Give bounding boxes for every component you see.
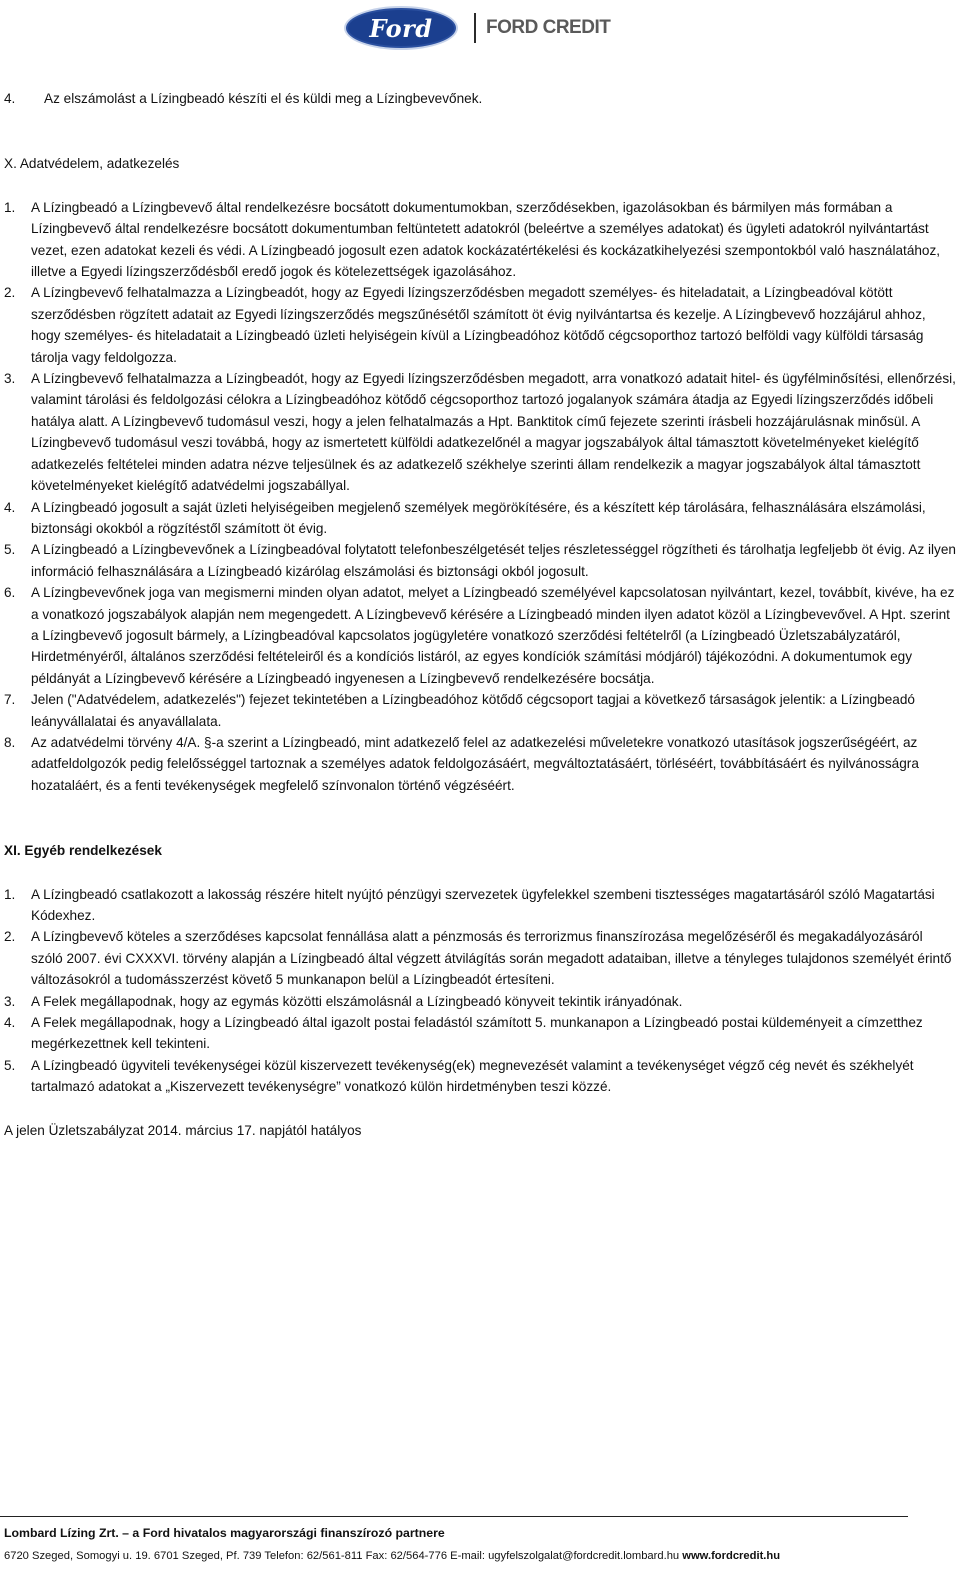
list-item xyxy=(0,197,956,283)
list-item-text: A Lízingbevevő felhatalmazza a Lízingbeadót, hogy az Egyedi lízingszerződésben megadott, arra vonatkozó adatait hitel- és ügyfélminősítési, ellenőrzési, valamint tárolási és feldolgozási célokra a Lízingbeadóhoz kötődő cégcsoporthoz tartozó jogalanyok számára átadja az Egyedi lízingszerződés időbeli hatálya alatt. A Lízingbevevő tudomásul veszi, hogy a jelen felhatalmazás a Hpt. Banktitok című fejezete szerinti írásbeli hozzájárulásnak minősül. A Lízingbevevő tudomásul veszi továbbá, hogy az ismertetett külföldi adatkezelőnél a magyar jogszabályok által támasztott követelményeket kielégítő adatkezelés feltételei minden adatra nézve teljesülnek és az adatkezelő székhelye szerinti állam rendelkezik a magyar jogszabályok által támasztott követelményeket kielégítő adatvédelmi jogszabállyal. xyxy=(31,371,956,494)
list-item xyxy=(0,582,956,689)
intro-item-number: 4. xyxy=(4,91,16,106)
document-body xyxy=(0,88,956,1141)
list-item xyxy=(0,991,956,1012)
ford-credit-logo xyxy=(344,6,610,50)
ford-oval-logo xyxy=(344,6,458,50)
list-item-number: 2. xyxy=(4,285,16,301)
intro-item xyxy=(0,88,956,109)
logo-divider xyxy=(474,13,476,43)
intro-item-text: Az elszámolást a Lízingbeadó készíti el és küldi meg a Lízingbevevőnek. xyxy=(44,91,483,106)
list-item xyxy=(0,1012,956,1055)
ford-logo-text: Ford xyxy=(369,13,433,43)
list-item-text: Jelen ("Adatvédelem, adatkezelés") fejezet tekintetében a Lízingbeadóhoz kötődő cégcsoport tagjai a következő társaságok jelentik: a Lízingbeadó leányvállalatai és anyavállalata. xyxy=(31,692,915,729)
list-item-number: 5. xyxy=(4,1057,16,1073)
closing-statement: A jelen Üzletszabályzat 2014. március 17. napjától hatályos xyxy=(4,1122,362,1138)
list-item-text: A Lízingbevevő köteles a szerződéses kapcsolat fennállása alatt a pénzmosás és terrorizmus finanszírozása megelőzéséről és megakadályozásáról szóló 2007. évi CXXXVI. törvény alapján a Lízingbeadó által végzett átvilágítás során megadott adataiban, illetve a tényleges tulajdonos személyét érintő változásokról a tudomásszerzést követő 5 munkanapon belül a Lízingbeadót értesíteni. xyxy=(31,929,952,988)
list-item xyxy=(0,368,956,496)
list-item xyxy=(0,732,956,796)
list-item xyxy=(0,497,956,540)
list-item-text: A Lízingbevevő felhatalmazza a Lízingbeadót, hogy az Egyedi lízingszerződésben megadott személyes- és hiteladatait, a Lízingbeadóval kötött szerződésben rögzített adatait az Egyedi lízingszerződés megszűnésétől számított öt évig nyilvántartsa és kezelje. A Lízingbevevő hozzájárul ahhoz, hogy személyes- és hiteladatait a Lízingbeadó üzleti helyiségein kívül a Lízingbeadóhoz kötődő cégcsoporthoz tartozó belföldi vagy külföldi társaság tárolja vagy feldolgozza. xyxy=(31,285,926,365)
list-item-number: 8. xyxy=(4,734,16,750)
section-x-list xyxy=(0,197,956,796)
list-item-number: 7. xyxy=(4,692,16,708)
list-item-text: Az adatvédelmi törvény 4/A. §-a szerint a Lízingbeadó, mint adatkezelő felel az adatkezelési műveletekre vonatkozó utasítások jogszerűségéért, az adatfeldolgozók pedig felelősséggel tartoznak a személyes adatok feldolgozásáért, megváltoztatásáért, törléséért, továbbításáért és nyilvánosságra hozataláért, és a fenti tevékenységek megfelelő színvonalon történő végzéséért. xyxy=(31,734,919,793)
list-item-number: 3. xyxy=(4,993,16,1009)
list-item-number: 4. xyxy=(4,499,16,515)
list-item-number: 2. xyxy=(4,929,16,945)
footer-divider xyxy=(0,1516,908,1517)
list-item-number: 1. xyxy=(4,886,16,902)
list-item xyxy=(0,1055,956,1098)
section-xi-list xyxy=(0,884,956,1098)
list-item xyxy=(0,282,956,368)
list-item-text: A Lízingbeadó jogosult a saját üzleti helyiségeiben megjelenő személyek megörökítésére, és a készített kép tárolására, felhasználására elszámolási, biztonsági okokból a rögzítéstől számított öt évig. xyxy=(31,499,926,536)
section-xi-title: XI. Egyéb rendelkezések xyxy=(4,843,162,859)
list-item-text: A Lízingbeadó ügyviteli tevékenységei közül kiszervezett tevékenység(ek) megnevezését valamint a tevékenységet végző cég nevét és székhelyét tartalmazó adatokat a „Kiszervezett tevékenységre” vonatkozó külön hirdetményben teszi közzé. xyxy=(31,1057,914,1095)
list-item-text: A Lízingbevevőnek joga van megismerni minden olyan adatot, melyet a Lízingbeadó személyével kapcsolatosan nyilvántart, kezel, továbbít, kivéve, ha ez a vonatkozó jogszabályok alapján nem megengedett. A Lízingbevevő kérésére a Lízingbeadó minden ilyen adatot közöl a Lízingbevevővel. A Hpt. szerint a Lízingbevevő jogosult bármely, a Lízingbeadóval kapcsolatos jogügyletére vonatkozó szerződési feltételről (a Lízingbeadó Üzletszabályzatáról, Hirdetményéről, általános szerződési feltételeiről és a kondíciós listáról, az egyes kondíciók számítási módjáról) tájékozódni. A dokumentumok egy példányát a Lízingbevevő kérésére a Lízingbeadó ingyenesen a Lízingbevevő rendelkezésére bocsátja. xyxy=(31,585,955,686)
section-x-title: X. Adatvédelem, adatkezelés xyxy=(4,156,180,172)
list-item-number: 5. xyxy=(4,542,16,558)
list-item-number: 6. xyxy=(4,585,16,601)
list-item-number: 3. xyxy=(4,371,16,387)
list-item-text: A Lízingbeadó a Lízingbevevőnek a Lízingbeadóval folytatott telefonbeszélgetését teljes részletességgel rögzítheti és tárolhatja legfeljebb öt évig. Az ilyen információ felhasználására a Lízingbeadó kizárólag elszámolási és biztonsági okból jogosult. xyxy=(31,542,956,579)
page-header xyxy=(0,0,960,60)
list-item xyxy=(0,539,956,582)
list-item xyxy=(0,926,956,990)
list-item-text: A Felek megállapodnak, hogy a Lízingbeadó által igazolt postai feladástól számított 5. munkanapon a Lízingbeadó postai küldeményeit a címzetthez megérkezettnek kell tekinteni. xyxy=(31,1015,923,1052)
list-item xyxy=(0,689,956,732)
list-item xyxy=(0,884,956,927)
list-item-text: A Lízingbeadó csatlakozott a lakosság részére hitelt nyújtó pénzügyi szervezetek ügyfelekkel szembeni tisztességes magatartásáról szóló Magatartási Kódexhez. xyxy=(31,886,935,923)
footer-website[interactable]: www.fordcredit.hu xyxy=(682,1550,781,1562)
ford-credit-wordmark: FORD CREDIT xyxy=(486,17,611,38)
list-item-text: A Lízingbeadó a Lízingbevevő által rendelkezésre bocsátott dokumentumokban, szerződésekben, igazolásokban és bármilyen más formában a Lízingbevevő által rendelkezésre bocsátott dokumentumban feltüntetett adatokról (beleértve a személyes adatokat) és ügyleti adatokról nyilvántartást vezet, ezen adatokat kezeli és védi. A Lízingbeadó jogosult ezen adatok kockázatértékelési és kockázatkihelyezési szempontokból való használatához, illetve a Egyedi lízingszerződésből eredő jogok és kötelezettségek igazolásához. xyxy=(31,199,941,280)
list-item-number: 1. xyxy=(4,199,16,215)
footer-contact xyxy=(4,1550,780,1562)
footer-company: Lombard Lízing Zrt. – a Ford hivatalos magyarországi finanszírozó partnere xyxy=(4,1526,445,1540)
list-item-number: 4. xyxy=(4,1015,16,1031)
list-item-text: A Felek megállapodnak, hogy az egymás közötti elszámolásnál a Lízingbeadó könyveit tekintik irányadónak. xyxy=(31,993,683,1009)
footer-address: 6720 Szeged, Somogyi u. 19. 6701 Szeged, Pf. 739 Telefon: 62/561-811 Fax: 62/564-776 E-mail: ugyfelszolgalat@fordcredit.lombard.hu xyxy=(4,1550,683,1562)
